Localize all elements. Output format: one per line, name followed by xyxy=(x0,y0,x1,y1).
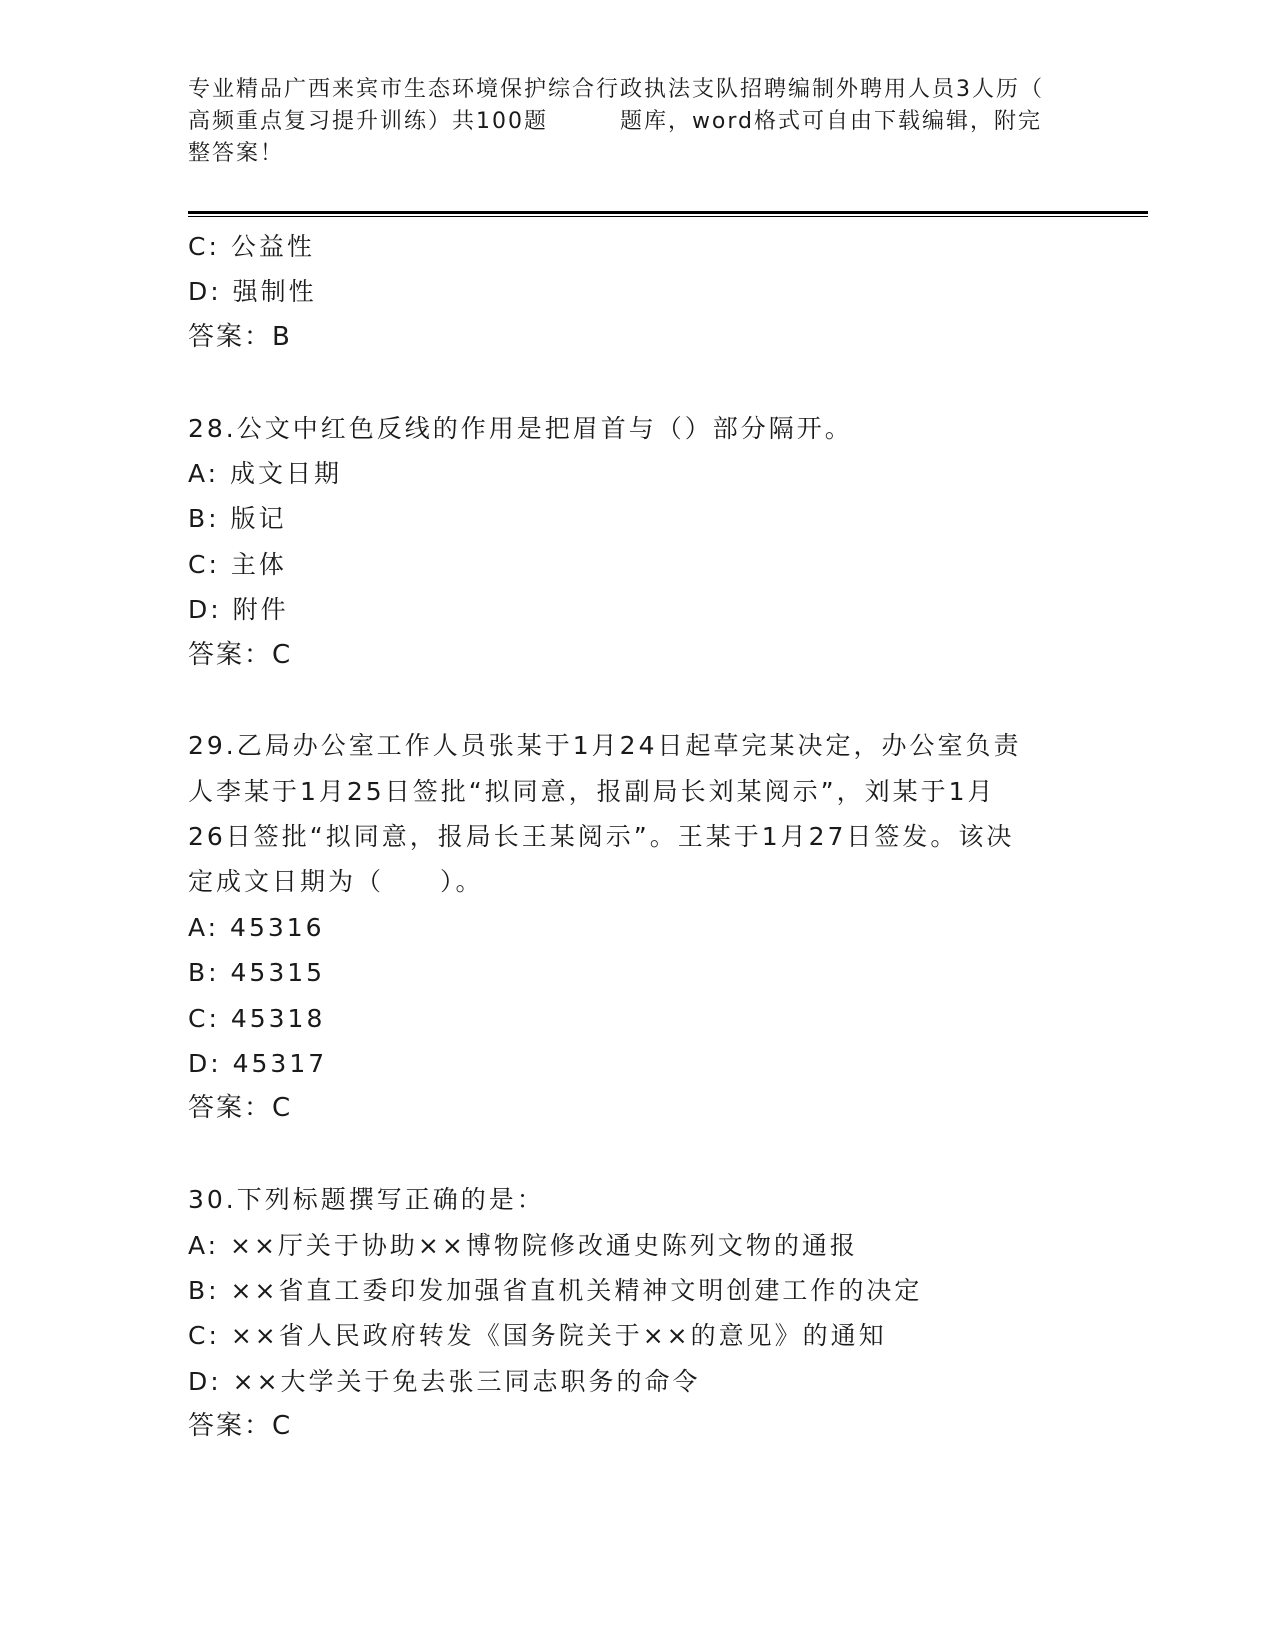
answer: 答案：B xyxy=(188,321,292,352)
option-d: D: 45317 xyxy=(188,1049,328,1079)
question-27-tail xyxy=(188,224,1088,360)
header-divider-thin xyxy=(188,216,1148,217)
option-a: A: 成文日期 xyxy=(188,458,343,488)
question-29 xyxy=(188,723,1088,1132)
header-divider-thick xyxy=(188,211,1148,214)
spacer xyxy=(188,1132,1088,1177)
question-stem: 28.公文中红色反线的作用是把眉首与（）部分隔开。 xyxy=(188,413,853,443)
option-a: A: ××厅关于协助××博物院修改通史陈列文物的通报 xyxy=(188,1230,858,1260)
question-stem-line: 29.乙局办公室工作人员张某于1月24日起草完某决定，办公室负责 xyxy=(188,731,1022,761)
option-c: C: ××省人民政府转发《国务院关于××的意见》的通知 xyxy=(188,1321,887,1351)
header-line: 整答案！ xyxy=(188,141,285,166)
option-a: A: 45316 xyxy=(188,912,325,942)
option-c: C: 公益性 xyxy=(188,232,315,261)
option-d: D: 附件 xyxy=(188,595,289,625)
question-stem-line: 26日签批“拟同意，报局长王某阅示”。王某于1月27日签发。该决 xyxy=(188,822,1015,852)
answer: 答案：C xyxy=(188,1411,293,1442)
option-b: B: 版记 xyxy=(188,504,287,534)
option-c: C: 45318 xyxy=(188,1003,326,1033)
question-stem-line: 定成文日期为（ ）。 xyxy=(188,867,484,897)
option-b: B: ××省直工委印发加强省直机关精神文明创建工作的决定 xyxy=(188,1275,923,1305)
answer: 答案：C xyxy=(188,1093,293,1124)
header-line: 高频重点复习提升训练）共100题 题库，word格式可自由下载编辑，附完 xyxy=(188,109,1043,134)
spacer xyxy=(188,678,1088,723)
question-stem: 30.下列标题撰写正确的是： xyxy=(188,1185,545,1215)
question-stem-line: 人李某于1月25日签批“拟同意，报副局长刘某阅示”，刘某于1月 xyxy=(188,776,996,806)
document-header xyxy=(188,74,1088,170)
option-b: B: 45315 xyxy=(188,958,326,988)
answer: 答案：C xyxy=(188,639,293,670)
option-c: C: 主体 xyxy=(188,549,287,579)
option-d: D: 强制性 xyxy=(188,277,317,307)
question-30 xyxy=(188,1177,1088,1449)
spacer xyxy=(188,360,1088,405)
option-d: D: ××大学关于免去张三同志职务的命令 xyxy=(188,1366,701,1396)
header-line: 专业精品广西来宾市生态环境保护综合行政执法支队招聘编制外聘用人员3人历（ xyxy=(188,77,1044,102)
question-28 xyxy=(188,406,1088,678)
question-list xyxy=(188,224,1088,1450)
